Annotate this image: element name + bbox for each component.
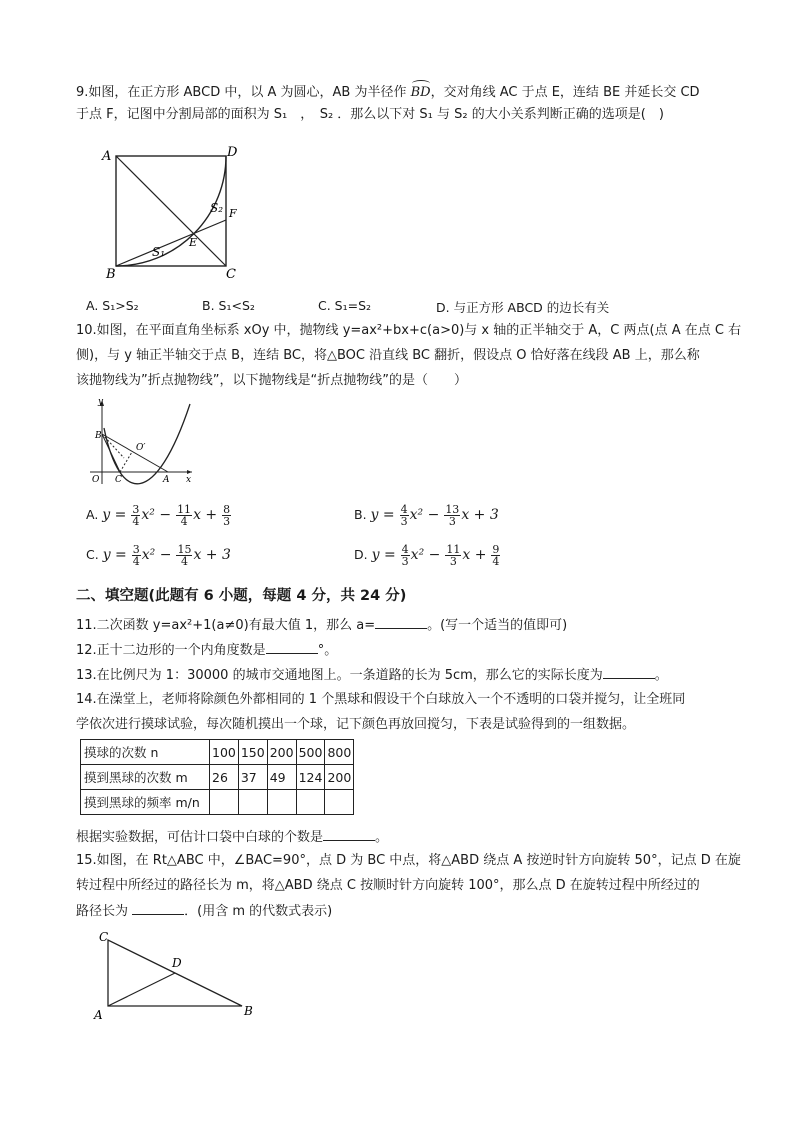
table-cell: 500 xyxy=(296,740,325,765)
x-axis-arrow xyxy=(187,470,192,474)
label-y: y xyxy=(98,397,104,407)
table-cell-empty[interactable] xyxy=(238,790,267,815)
table-cell: 150 xyxy=(238,740,267,765)
q9-stem-line2: 于点 F，记图中分割局部的面积为 S₁ ， S₂ ．那么以下对 S₁ 与 S₂ 的大小关系判断正确的选项是( ) xyxy=(76,107,664,122)
q14-stem-line1: 14.在澡堂上，老师将除颜色外都相同的 1 个黑球和假设干个白球放入一个不透明的口袋并搅匀，让全班同 xyxy=(76,692,686,707)
q14-conclusion: 根据实验数据，可估计口袋中白球的个数是 。 xyxy=(76,830,389,845)
label-s2: S₂ xyxy=(210,201,224,215)
table-cell-empty[interactable] xyxy=(296,790,325,815)
table-cell: 26 xyxy=(210,765,239,790)
q12-answer-blank[interactable] xyxy=(266,641,318,654)
segment-ba xyxy=(102,434,168,472)
frac: $\frac{13}{3}$ xyxy=(445,503,460,528)
label-x: x xyxy=(186,475,192,485)
q10-stem-line2: 侧)，与 y 轴正半轴交于点 B，连结 BC，将△BOC 沿直线 BC 翻折，假设点 O 恰好落在线段 AB 上，那么称 xyxy=(76,348,700,363)
q10-stem-line3: 该抛物线为”折点抛物线”，以下抛物线是“折点抛物线”的是（ ） xyxy=(76,373,467,388)
table-cell: 摸到黑球的次数 m xyxy=(81,765,210,790)
table-row xyxy=(81,740,354,765)
q9-option-b[interactable]: B. S₁<S₂ xyxy=(202,298,255,313)
label-a: A xyxy=(163,475,170,485)
table-cell-empty[interactable] xyxy=(325,790,354,815)
label-c: C xyxy=(115,475,122,485)
frac: $\frac{3}{4}$ xyxy=(132,543,140,568)
arc-bd-label: BD xyxy=(411,80,431,102)
table-cell: 37 xyxy=(238,765,267,790)
table-cell-empty[interactable] xyxy=(210,790,239,815)
table-cell: 摸球的次数 n xyxy=(81,740,210,765)
label-b: B xyxy=(95,431,102,441)
q10-stem-line1: 10.如图，在平面直角坐标系 xOy 中，抛物线 y=ax²+bx+c(a>0)与 x 轴的正半轴交于 A，C 两点(点 A 在点 C 右 xyxy=(76,323,742,338)
q11-stem: 11.二次函数 y=ax²+1(a≠0)有最大值 1，那么 a= 。(写一个适当的值即可) xyxy=(76,618,568,633)
q9-option-a[interactable]: A. S₁>S₂ xyxy=(86,298,139,313)
table-cell: 摸到黑球的频率 m/n xyxy=(81,790,210,815)
label-d: D xyxy=(172,956,182,970)
segment-ad xyxy=(108,973,175,1006)
table-cell-empty[interactable] xyxy=(267,790,296,815)
table-cell: 100 xyxy=(210,740,239,765)
q9-stem-line1: 9.如图，在正方形 ABCD 中，以 A 为圆心，AB 为半径作 BD，交对角线 AC 于点 E，连结 BE 并延长交 CD xyxy=(76,80,700,102)
q15-stem-line3: 路径长为 ．(用含 m 的代数式表示) xyxy=(76,904,333,919)
frac: $\frac{8}{3}$ xyxy=(223,503,231,528)
label-a: A xyxy=(94,1008,103,1022)
q9-square-figure xyxy=(96,142,256,282)
table-cell: 200 xyxy=(325,765,354,790)
label-b: B xyxy=(244,1004,253,1018)
q10-option-b[interactable]: B. y = $\frac{4}{3}$ x² − $\frac{13}{3}$ x + 3 xyxy=(354,503,499,528)
q14-answer-blank[interactable] xyxy=(323,828,375,841)
q15-triangle-figure xyxy=(90,926,270,1026)
q10-option-c[interactable]: C. y = $\frac{3}{4}$ x² − $\frac{15}{4}$ x + 3 xyxy=(86,543,231,568)
q10-parabola-figure xyxy=(86,396,198,488)
section-2-title: 二、填空题(此题有 6 小题，每题 4 分，共 24 分) xyxy=(76,588,407,604)
frac: $\frac{11}{3}$ xyxy=(446,543,461,568)
q12-stem: 12.正十二边形的一个内角度数是 °。 xyxy=(76,643,338,658)
fold-dashed-2 xyxy=(102,434,124,458)
frac: $\frac{3}{4}$ xyxy=(132,503,140,528)
frac: $\frac{15}{4}$ xyxy=(177,543,192,568)
label-d: D xyxy=(227,145,238,160)
label-o: O xyxy=(92,475,100,485)
q9-option-c[interactable]: C. S₁=S₂ xyxy=(318,298,372,313)
q15-stem-line2: 转过程中所经过的路径长为 m，将△ABD 绕点 C 按顺时针方向旋转 100°，那么点 D 在旋转过程中所经过的 xyxy=(76,878,700,893)
label-f: F xyxy=(229,207,237,220)
q15-answer-blank[interactable] xyxy=(132,902,184,915)
label-a: A xyxy=(102,149,112,164)
q15-stem-line1: 15.如图，在 Rt△ABC 中，∠BAC=90°，点 D 为 BC 中点，将△ABD 绕点 A 按逆时针方向旋转 50°，记点 D 在旋 xyxy=(76,853,741,868)
label-c: C xyxy=(99,930,109,944)
q14-data-table xyxy=(80,739,354,815)
table-row xyxy=(81,790,354,815)
frac: $\frac{4}{3}$ xyxy=(400,503,408,528)
frac: $\frac{9}{4}$ xyxy=(492,543,500,568)
label-c: C xyxy=(226,267,236,282)
label-o-prime: O′ xyxy=(136,443,146,453)
q13-answer-blank[interactable] xyxy=(603,666,655,679)
table-cell: 800 xyxy=(325,740,354,765)
label-s1: S₁ xyxy=(152,245,166,259)
q11-answer-blank[interactable] xyxy=(375,616,427,629)
table-cell: 124 xyxy=(296,765,325,790)
q9-option-d[interactable]: D. 与正方形 ABCD 的边长有关 xyxy=(436,300,610,315)
table-cell: 49 xyxy=(267,765,296,790)
table-row xyxy=(81,765,354,790)
q13-stem: 13.在比例尺为 1：30000 的城市交通地图上。一条道路的长为 5cm，那么它的实际长度为 。 xyxy=(76,668,668,683)
q14-stem-line2: 学依次进行摸球试验，每次随机摸出一个球，记下颜色再放回搅匀，下表是试验得到的一组数据。 xyxy=(76,717,636,732)
q10-option-a[interactable]: A. y = $\frac{3}{4}$ x² − $\frac{11}{4}$ x + $\frac{8}{3}$ xyxy=(86,503,231,528)
frac: $\frac{4}{3}$ xyxy=(401,543,409,568)
table-cell: 200 xyxy=(267,740,296,765)
label-b: B xyxy=(106,267,116,282)
label-e: E xyxy=(189,236,198,249)
q10-option-d[interactable]: D. y = $\frac{4}{3}$ x² − $\frac{11}{3}$ x + $\frac{9}{4}$ xyxy=(354,543,500,568)
line-bf xyxy=(116,220,226,266)
frac: $\frac{11}{4}$ xyxy=(177,503,192,528)
